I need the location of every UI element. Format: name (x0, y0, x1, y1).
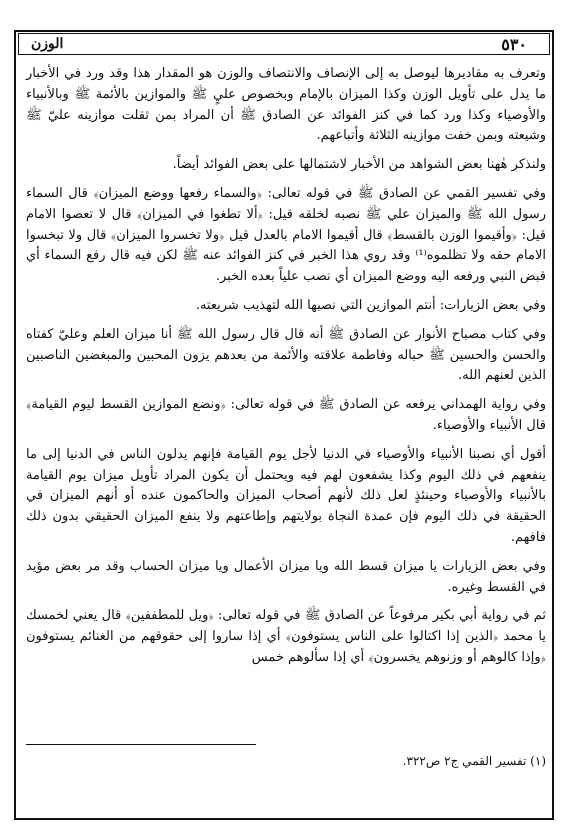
paragraph: وتعرف به مقاديرها ليوصل به إلى الإنصاف والانتصاف والوزن هو المقدار هذا وقد ورد في الأخبار ما يدل على تأويل الوزن وكذا الميزان بالإمام وبخصوص عليٍ ﷺ والموازين بالأئمة ﷺ وبالأنبياء والأوصياء وكذا ورد كما في كنز الفوائد عن الصادق ﷺ أن المراد بمن ثقلت موازينه عليّ ﷺ وشيعته وبمن خفت موازينه الثلاثة وأتباعهم. (26, 66, 546, 144)
page-header (18, 33, 550, 55)
paragraph: وفي بعض الزيارات: أنتم الموازين التي نصبها الله لتهذيب شريعته. (195, 297, 546, 313)
paragraph: وفي بعض الزيارات يا ميزان قسط الله ويا ميزان الأعمال ويا ميزان الحساب وقد مر بعض مؤيد في القسط وغيره. (26, 558, 546, 595)
footnote-divider (26, 744, 256, 745)
chapter-title: الوزن (31, 36, 64, 52)
page-number: ٥٣٠ (501, 35, 527, 54)
footnote: (١) تفسير القمي ج٢ ص٣٢٢. (402, 754, 546, 768)
paragraph: أقول أي نصبنا الأنبياء والأوصياء في الدنيا لأجل يوم القيامة فإنهم يدلون الناس في الدنيا إلى ما ينفعهم في ذلك اليوم وكذا يشفعون لهم فيه ويحتمل أن يكون المراد تأويل ميزان يوم القيامة بالأنبياء والأوصياء وحينئذٍ لعل ذلك لأنهم أصحاب الميزان والحاكمون عنده أو أنهم الميزان في الحقيقة في ذلك اليوم فإن عمدة النجاة بولايتهم وإطاعتهم ولا ينفع الميزان الحقيقي بدون ذلك فافهم. (26, 446, 546, 545)
paragraph: ولنذكر هٰهنا بعض الشواهد من الأخبار لاشتمالها على بعض الفوائد أيضاً. (172, 157, 546, 173)
paragraph: وفي تفسير القمي عن الصادق ﷺ في قوله تعالى: ﴿والسماء رفعها ووضع الميزان﴾ قال السماء رسول الله ﷺ والميزان علي ﷺ نصبه لخلقه قيل: ﴿ألا تطغوا في الميزان﴾ قال لا تعصوا الامام قيل: ﴿وأقيموا الوزن بالقسط﴾ قال أقيموا الامام بالعدل قيل ﴿ولا تخسروا الميزان﴾ قال ولا تبخسوا الامام حقه ولا تظلموه⁽¹⁾ وقد روي هذا الخبر في كنز الفوائد عنه ﷺ لكن فيه قال رفع السماء أي قبض النبي ورفعه اليه ووضع الميزان أي نصب علياً بعده الخبر. (26, 185, 546, 285)
body-text (26, 64, 546, 677)
paragraph: وفي رواية الهمداني يرفعه عن الصادق ﷺ في قوله تعالى: ﴿ونضع الموازين القسط ليوم القيامة﴾ قال الأنبياء والأوصياء. (26, 397, 546, 433)
paragraph: ثم في رواية أبي بكير مرفوعاً عن الصادق ﷺ في قوله تعالى: ﴿ويل للمطففين﴾ قال يعني لخمسك يا محمد ﴿الذين إذا اكتالوا على الناس يستوفون﴾ أي إذا ساروا إلى حقوقهم من الغنائم يستوفون ﴿وإذا كالوهم أو وزنوهم يخسرون﴾ أي إذا سألوهم خمس (26, 608, 546, 665)
paragraph: وفي كتاب مصباح الأنوار عن الصادق ﷺ أنه قال قال رسول الله ﷺ أنا ميزان العلم وعليّ كفتاه والحسن والحسين ﷺ حباله وفاطمة علاقته والأئمة من بعدهم يزون المحبين والمبغضين الناصبين الذين لعنهم الله. (26, 326, 546, 384)
